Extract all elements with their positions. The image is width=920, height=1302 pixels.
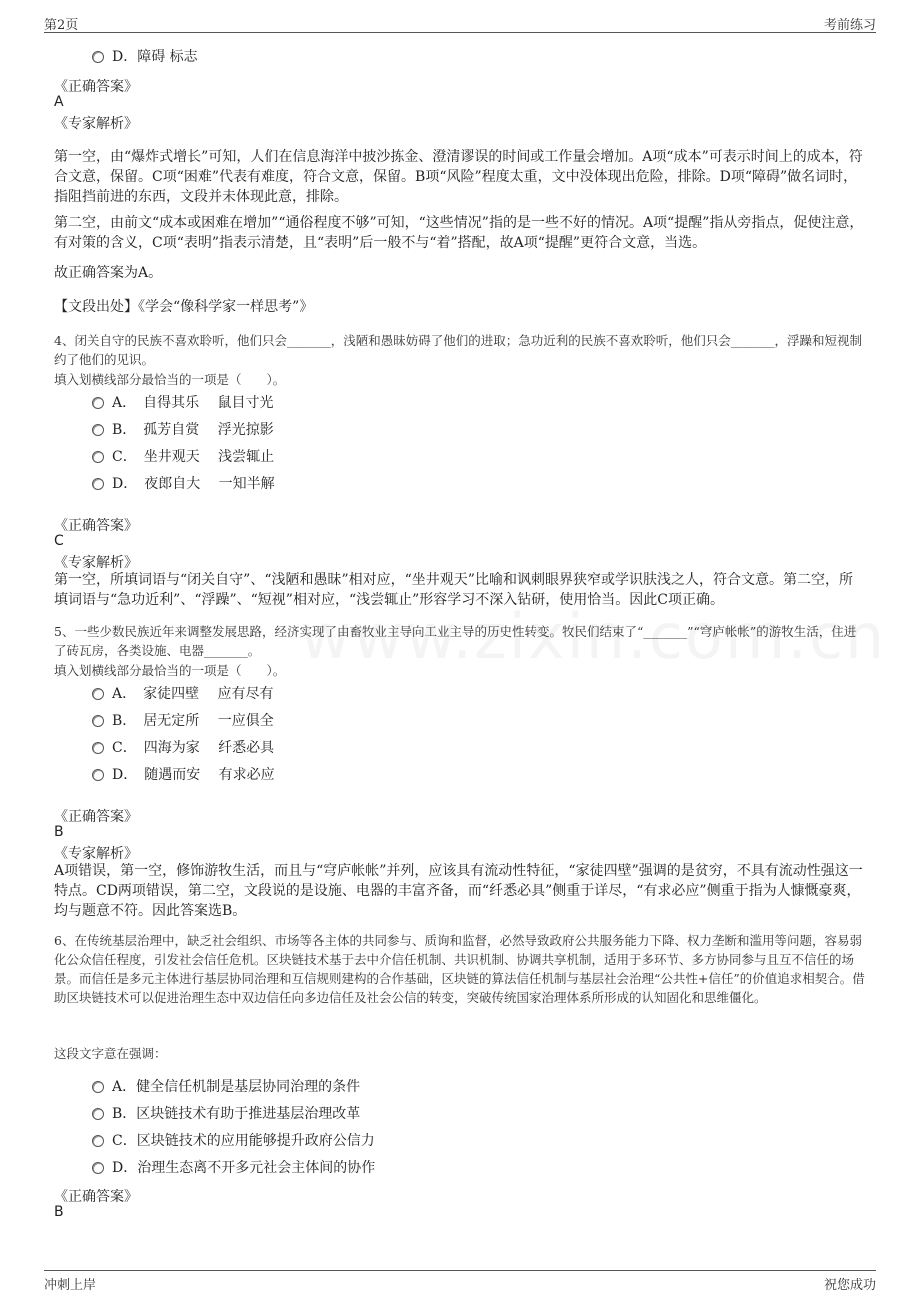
radio-icon[interactable] (92, 424, 104, 436)
option-d-q3[interactable]: D．障碍 标志 (92, 46, 198, 66)
radio-icon[interactable] (92, 1135, 104, 1147)
page-footer (44, 1270, 876, 1293)
option-a-q4[interactable]: A． 自得其乐 鼠目寸光 (92, 392, 274, 412)
source-citation: 【文段出处】《学会“像科学家一样思考”》 (54, 299, 314, 315)
analysis-label: 《专家解析》 (54, 846, 138, 862)
radio-icon[interactable] (92, 1162, 104, 1174)
option-b-q5[interactable]: B． 居无定所 一应俱全 (92, 710, 274, 730)
option-d-q4[interactable]: D． 夜郎自大 一知半解 (92, 473, 275, 493)
radio-icon[interactable] (92, 51, 104, 63)
analysis-paragraph-1: 第一空，由“爆炸式增长”可知，人们在信息海洋中披沙拣金、澄清谬误的时间或工作量会增加。A项“成本”可表示时间上的成本，符合文意，保留。C项“困难”代表有难度，符合文意，保留。B项“风险”程度太重，文中没体现出危险，排除。D项“障碍”做名词时，指阻挡前进的东西，文段并未体现此意，排除。 (54, 149, 863, 205)
radio-icon[interactable] (92, 715, 104, 727)
page-header (44, 14, 876, 33)
option-c-q5[interactable]: C． 四海为家 纤悉必具 (92, 737, 274, 757)
answer-value: A (54, 94, 64, 110)
radio-icon[interactable] (92, 769, 104, 781)
question-4-prompt: 填入划横线部分最恰当的一项是（ ）。 (54, 372, 286, 387)
analysis-paragraph-3: 故正确答案为A。 (54, 265, 163, 281)
question-5-analysis: A项错误，第一空，修饰游牧生活，而且与“穹庐帐帐”并列，应该具有流动性特征，“家徒四壁”强调的是贫穷，不具有流动性强这一特点。CD两项错误，第二空，文段说的是设施、电器的丰富齐备，而“纤悉必具”侧重于详尽，“有求必应”侧重于指为人慷慨豪爽，均与题意不符。因此答案选B。 (54, 863, 863, 919)
answer-label: 《正确答案》 (54, 79, 138, 95)
footer-left: 冲刺上岸 (44, 1278, 97, 1293)
radio-icon[interactable] (92, 1081, 104, 1093)
option-b-q4[interactable]: B． 孤芳自赏 浮光掠影 (92, 419, 274, 439)
option-d-q6[interactable]: D．治理生态离不开多元社会主体间的协作 (92, 1157, 375, 1177)
analysis-label: 《专家解析》 (54, 555, 138, 571)
page-number: 第2页 (44, 18, 79, 33)
analysis-paragraph-2: 第二空，由前文“成本或困难在增加”“通俗程度不够”可知，“这些情况”指的是一些不好的情况。A项“提醒”指从旁指点，促使注意，有对策的含义，C项“表明”指表示清楚，且“表明”后一般不与“着”搭配，故A项“提醒”更符合文意，当选。 (54, 215, 864, 251)
answer-value: B (54, 1204, 64, 1220)
option-a-q5[interactable]: A． 家徒四壁 应有尽有 (92, 683, 274, 703)
answer-label: 《正确答案》 (54, 809, 138, 825)
radio-icon[interactable] (92, 742, 104, 754)
question-4-analysis: 第一空，所填词语与“闭关自守”、“浅陋和愚昧”相对应，“坐井观天”比喻和讽刺眼界狭窄或学识肤浅之人，符合文意。第二空，所填词语与“急功近利”、“浮躁”、“短视”相对应，“浅尝辄止”形容学习不深入钻研，使用恰当。因此C项正确。 (54, 572, 853, 608)
question-4-stem: 4、闭关自守的民族不喜欢聆听，他们只会_______，浅陋和愚昧妨碍了他们的进取；急功近利的民族不喜欢聆听，他们只会_______，浮躁和短视制约了他们的见识。 (54, 333, 862, 367)
option-b-q6[interactable]: B．区块链技术有助于推进基层治理改革 (92, 1103, 360, 1123)
question-5-stem: 5、一些少数民族近年来调整发展思路，经济实现了由畜牧业主导向工业主导的历史性转变。牧民们结束了“_______”“穹庐帐帐”的游牧生活，住进了砖瓦房，各类设施、电器_______。 (54, 624, 857, 658)
answer-label: 《正确答案》 (54, 518, 138, 534)
analysis-label: 《专家解析》 (54, 116, 138, 132)
option-a-q6[interactable]: A．健全信任机制是基层协同治理的条件 (92, 1076, 360, 1096)
question-6-prompt: 这段文字意在强调： (54, 1046, 167, 1061)
option-c-q6[interactable]: C．区块链技术的应用能够提升政府公信力 (92, 1130, 375, 1150)
answer-label: 《正确答案》 (54, 1189, 138, 1205)
option-d-q5[interactable]: D． 随遇而安 有求必应 (92, 764, 275, 784)
question-5-prompt: 填入划横线部分最恰当的一项是（ ）。 (54, 663, 286, 678)
radio-icon[interactable] (92, 397, 104, 409)
option-c-q4[interactable]: C． 坐井观天 浅尝辄止 (92, 446, 274, 466)
radio-icon[interactable] (92, 451, 104, 463)
radio-icon[interactable] (92, 688, 104, 700)
question-6-stem: 6、在传统基层治理中，缺乏社会组织、市场等各主体的共同参与、质询和监督，必然导致政府公共服务能力下降、权力垄断和滥用等问题，容易弱化公众信任程度，引发社会信任危机。区块链技术基于去中介信任机制、共识机制、协调共享机制，适用于多环节、多方协同参与且互不信任的场景。而信任是多元主体进行基层协同治理和互信规则建构的合作基础，区块链的算法信任机制与基层社会治理“公共性+信任”的价值追求相契合。借助区块链技术可以促进治理生态中双边信任向多边信任及社会公信的转变，突破传统国家治理体系所形成的认知固化和思维僵化。 (54, 933, 865, 1005)
header-title: 考前练习 (823, 18, 876, 33)
answer-value: B (54, 824, 64, 840)
radio-icon[interactable] (92, 1108, 104, 1120)
radio-icon[interactable] (92, 478, 104, 490)
answer-value: C (54, 533, 64, 549)
footer-right: 祝您成功 (823, 1278, 876, 1293)
